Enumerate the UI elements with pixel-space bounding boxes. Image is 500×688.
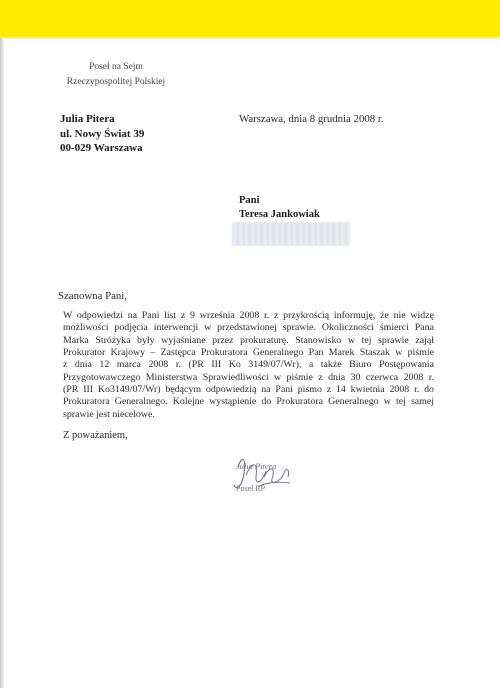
sender-street: ul. Nowy Świat 39 <box>60 127 145 140</box>
sender-name: Julia Pitera <box>60 113 115 125</box>
scan-left-shadow <box>0 37 4 688</box>
yellow-header-band <box>0 0 500 37</box>
body-line-1: W odpowiedzi na Pani list z 9 września 2008 r. z przykrością informuję, że nie widzę <box>63 310 434 321</box>
sender-office <box>56 60 176 90</box>
body-line-6: Przygotowawczego Ministerstwa Sprawiedliwości w piśmie z dnia 30 czerwca 2008 r. <box>63 371 434 383</box>
place-date: Warszawa, dnia 8 grudnia 2008 r. <box>239 113 384 125</box>
recipient-name: Teresa Jankowiak <box>239 209 320 220</box>
body-line-4: Prokurator Krajowy – Zastępca Prokuratora Generalnego Pan Marek Staszak w piśmie <box>63 347 434 359</box>
redacted-address <box>232 222 350 246</box>
handwritten-signature <box>228 447 298 503</box>
page-top-edge <box>0 37 500 39</box>
body-line-2: możliwości podjęcia interwencji w przedstawionej sprawie. Okoliczności śmierci Pana <box>63 322 434 334</box>
salutation: Szanowna Pani, <box>58 290 127 302</box>
sender-city: 00-029 Warszawa <box>60 142 143 154</box>
sender-office-line-2: Rzeczypospolitej Polskiej <box>66 77 166 87</box>
signature-title: Poseł RP <box>236 484 266 493</box>
sender-address <box>60 112 144 156</box>
signature-name: Julia Pitera <box>236 461 277 471</box>
recipient-salutation-line: Pani <box>239 195 260 206</box>
recipient-address <box>239 194 320 222</box>
closing: Z poważaniem, <box>63 430 128 441</box>
body-line-9: sprawie jest niecelowe. <box>63 408 155 420</box>
body-line-7: (PR III Ko3149/07/Wr) będącym odpowiedzią na Pani pismo z 14 kwietnia 2008 r. do <box>63 384 434 396</box>
letter-body <box>63 310 434 421</box>
body-line-5: z dnia 12 marca 2008 r. (PR III Ko 3149/07/Wr), a także Biuro Postępowania <box>63 359 434 371</box>
body-line-3: Marka Stróżyka były wyjaśniane przez prokuraturę. Stanowisko w tej sprawie zajął <box>63 334 434 346</box>
body-line-8: Prokuratora Generalnego. Kolejne wystąpienie do Prokuratora Generalnego w tej samej <box>63 396 434 408</box>
sender-office-line-1: Poseł na Sejm <box>89 62 143 72</box>
